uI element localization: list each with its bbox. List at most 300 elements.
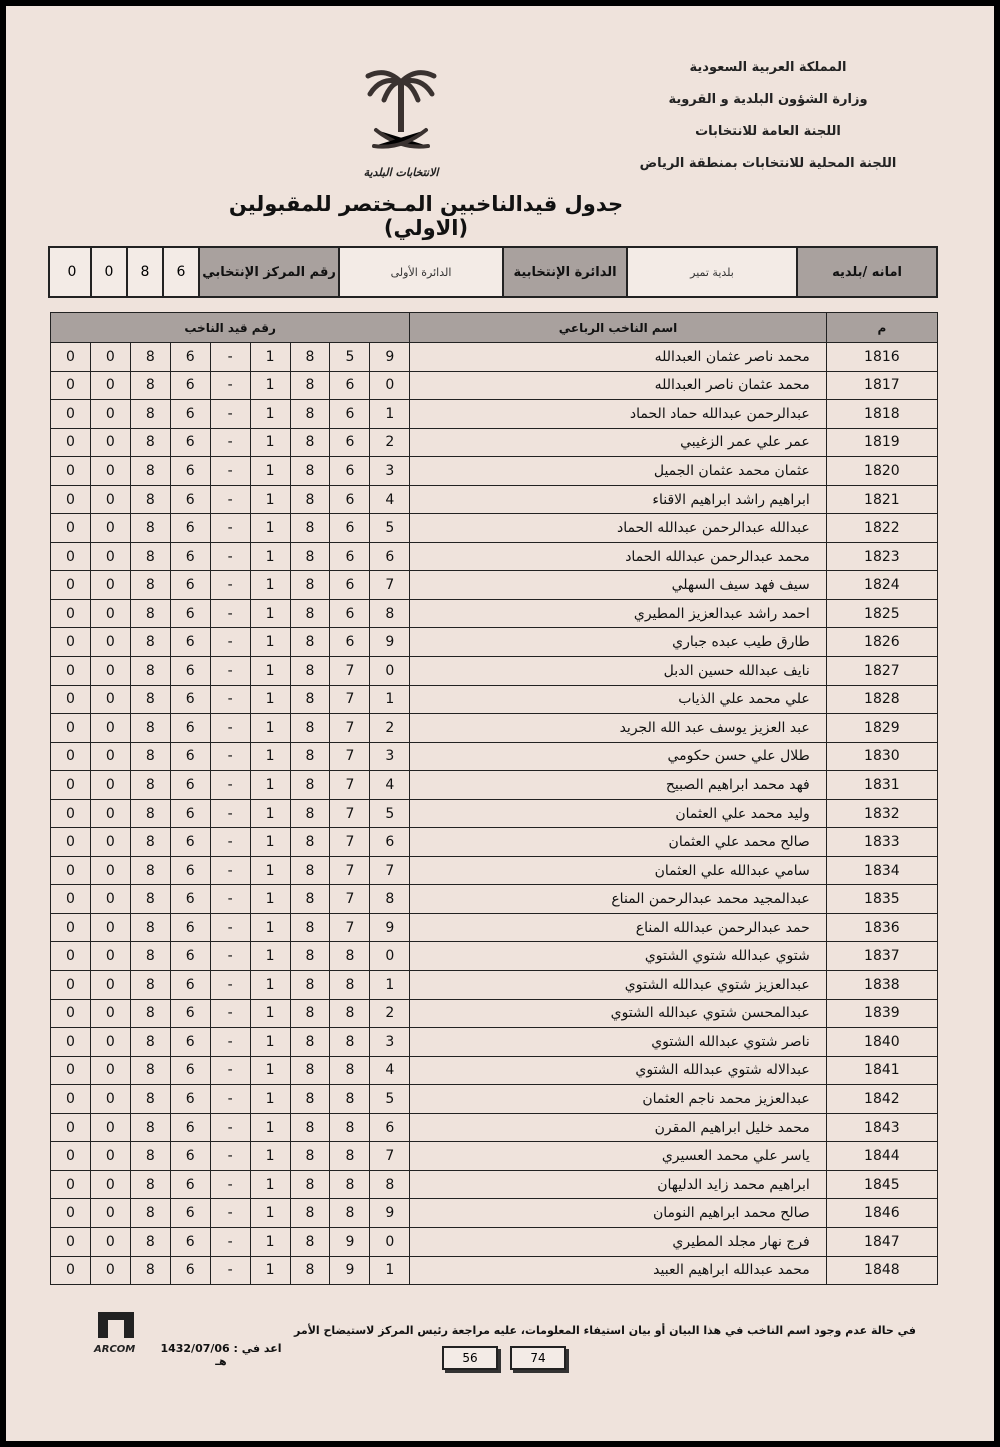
id-digit-cell: - [210, 999, 250, 1028]
id-digit-cell: 8 [290, 999, 330, 1028]
id-digit-cell: 8 [130, 657, 170, 686]
id-digit-cell: - [210, 799, 250, 828]
id-digit-cell: 2 [370, 714, 410, 743]
id-digit-cell: 8 [130, 485, 170, 514]
serial-number-cell: 1842 [826, 1085, 937, 1114]
id-digit-cell: 0 [51, 913, 91, 942]
id-digit-cell: 1 [250, 542, 290, 571]
id-digit-cell: 0 [90, 1227, 130, 1256]
id-digit-cell: 6 [170, 885, 210, 914]
id-digit-cell: 0 [51, 856, 91, 885]
serial-number-cell: 1834 [826, 856, 937, 885]
id-digit-cell: 1 [370, 685, 410, 714]
id-digit-cell: - [210, 657, 250, 686]
id-digit-cell: 6 [170, 457, 210, 486]
serial-number-cell: 1839 [826, 999, 937, 1028]
serial-number-cell: 1820 [826, 457, 937, 486]
id-digit-cell: 0 [51, 799, 91, 828]
id-digit-cell: 0 [90, 1113, 130, 1142]
id-digit-cell: 8 [290, 343, 330, 372]
id-digit-cell: 7 [330, 828, 370, 857]
id-digit-cell: 1 [250, 942, 290, 971]
voter-name-cell: محمد عبدالله ابراهيم العبيد [410, 1256, 826, 1285]
id-digit-cell: 8 [130, 999, 170, 1028]
id-digit-cell: 0 [90, 428, 130, 457]
id-digit-cell: 8 [290, 1142, 330, 1171]
id-digit-cell: 8 [130, 856, 170, 885]
id-digit-cell: 6 [170, 685, 210, 714]
id-digit-cell: 1 [250, 1227, 290, 1256]
id-digit-cell: 1 [250, 1199, 290, 1228]
id-digit-cell: 0 [90, 856, 130, 885]
center-label: رقم المركز الإنتخابي [198, 248, 338, 296]
id-digit-cell: 9 [370, 913, 410, 942]
id-digit-cell: 0 [51, 457, 91, 486]
id-digit-cell: 8 [290, 457, 330, 486]
id-digit-cell: 0 [51, 1028, 91, 1057]
id-digit-cell: 8 [130, 628, 170, 657]
table-row [51, 599, 938, 628]
id-digit-cell: 0 [90, 799, 130, 828]
id-digit-cell: 0 [90, 828, 130, 857]
id-digit-cell: 6 [170, 828, 210, 857]
id-digit-cell: 8 [290, 1028, 330, 1057]
serial-number-cell: 1831 [826, 771, 937, 800]
id-digit-cell: 6 [330, 571, 370, 600]
id-digit-cell: - [210, 571, 250, 600]
id-digit-cell: 1 [250, 1113, 290, 1142]
id-digit-cell: 6 [330, 400, 370, 429]
center-digit: 8 [126, 248, 162, 296]
serial-number-cell: 1843 [826, 1113, 937, 1142]
id-digit-cell: 8 [130, 742, 170, 771]
id-digit-cell: 6 [170, 628, 210, 657]
id-digit-cell: 6 [330, 457, 370, 486]
id-digit-cell: 6 [330, 628, 370, 657]
id-digit-cell: 0 [90, 628, 130, 657]
id-digit-cell: 6 [330, 514, 370, 543]
table-header-row [51, 313, 938, 343]
id-digit-cell: 6 [170, 913, 210, 942]
center-digit: 0 [90, 248, 126, 296]
id-digit-cell: 0 [51, 628, 91, 657]
id-digit-cell: 1 [250, 742, 290, 771]
elections-logo [346, 62, 456, 182]
id-digit-cell: 6 [170, 400, 210, 429]
id-digit-cell: 8 [290, 913, 330, 942]
id-digit-cell: 8 [290, 1227, 330, 1256]
id-digit-cell: 0 [51, 571, 91, 600]
id-digit-cell: 0 [370, 942, 410, 971]
id-digit-cell: 1 [250, 885, 290, 914]
table-row [51, 542, 938, 571]
id-digit-cell: 8 [130, 942, 170, 971]
id-digit-cell: 1 [250, 599, 290, 628]
id-digit-cell: 8 [290, 571, 330, 600]
header-line: المملكة العربية السعودية [689, 60, 847, 75]
id-digit-cell: 2 [370, 999, 410, 1028]
id-digit-cell: 0 [51, 742, 91, 771]
id-digit-cell: 0 [51, 400, 91, 429]
table-row [51, 1256, 938, 1285]
id-digit-cell: - [210, 400, 250, 429]
id-digit-cell: 8 [290, 1113, 330, 1142]
table-row [51, 942, 938, 971]
id-digit-cell: 3 [370, 1028, 410, 1057]
id-digit-cell: 6 [170, 1227, 210, 1256]
id-digit-cell: 1 [250, 771, 290, 800]
id-digit-cell: 0 [90, 457, 130, 486]
id-digit-cell: 0 [90, 971, 130, 1000]
header-line: وزارة الشؤون البلدية و القروية [668, 92, 868, 107]
id-digit-cell: 4 [370, 1056, 410, 1085]
id-digit-cell: 8 [130, 913, 170, 942]
id-digit-cell: 0 [90, 657, 130, 686]
id-digit-cell: 0 [90, 485, 130, 514]
id-digit-cell: 6 [330, 542, 370, 571]
serial-number-cell: 1823 [826, 542, 937, 571]
id-digit-cell: 0 [90, 371, 130, 400]
voter-name-cell: محمد ناصر عثمان العبدالله [410, 343, 826, 372]
id-digit-cell: 0 [90, 1170, 130, 1199]
voter-name-cell: ياسر علي محمد العسيري [410, 1142, 826, 1171]
id-digit-cell: 0 [51, 1256, 91, 1285]
id-digit-cell: - [210, 714, 250, 743]
id-digit-cell: 1 [250, 1028, 290, 1057]
id-digit-cell: 8 [290, 856, 330, 885]
header-line: اللجنة العامة للانتخابات [695, 124, 841, 139]
id-digit-cell: 6 [170, 971, 210, 1000]
id-digit-cell: 6 [170, 485, 210, 514]
id-digit-cell: 6 [370, 828, 410, 857]
serial-number-cell: 1829 [826, 714, 937, 743]
id-digit-cell: 1 [250, 1142, 290, 1171]
id-digit-cell: - [210, 1170, 250, 1199]
id-digit-cell: 0 [370, 371, 410, 400]
table-row [51, 1028, 938, 1057]
voter-name-cell: فهد محمد ابراهيم الصبيح [410, 771, 826, 800]
id-digit-cell: 0 [51, 1199, 91, 1228]
serial-number-cell: 1841 [826, 1056, 937, 1085]
id-digit-cell: 0 [51, 599, 91, 628]
id-digit-cell: 8 [130, 343, 170, 372]
table-row [51, 657, 938, 686]
id-digit-cell: 9 [370, 343, 410, 372]
id-digit-cell: 1 [250, 400, 290, 429]
id-digit-cell: 8 [130, 400, 170, 429]
table-row [51, 885, 938, 914]
id-digit-cell: 2 [370, 428, 410, 457]
id-digit-cell: 0 [51, 343, 91, 372]
id-digit-cell: 3 [370, 742, 410, 771]
id-digit-cell: 6 [170, 856, 210, 885]
center-digit: 0 [67, 264, 77, 280]
id-digit-cell: 6 [170, 599, 210, 628]
id-digit-cell: 6 [170, 1170, 210, 1199]
id-digit-cell: 1 [250, 657, 290, 686]
table-row [51, 799, 938, 828]
id-digit-cell: 0 [90, 1199, 130, 1228]
id-digit-cell: 8 [130, 1113, 170, 1142]
id-digit-cell: 1 [250, 999, 290, 1028]
id-digit-cell: 8 [330, 999, 370, 1028]
id-digit-cell: 5 [330, 343, 370, 372]
serial-number-cell: 1845 [826, 1170, 937, 1199]
id-digit-cell: 8 [370, 885, 410, 914]
id-digit-cell: - [210, 514, 250, 543]
id-digit-cell: 8 [290, 942, 330, 971]
serial-number-cell: 1848 [826, 1256, 937, 1285]
logo-caption: الانتخابات البلدية [363, 166, 439, 179]
id-digit-cell: 9 [370, 1199, 410, 1228]
id-digit-cell: 1 [250, 428, 290, 457]
id-digit-cell: 8 [130, 428, 170, 457]
id-digit-cell: 0 [90, 913, 130, 942]
id-digit-cell: 1 [250, 514, 290, 543]
voter-name-cell: طارق طيب عبده جباري [410, 628, 826, 657]
district-value: الدائرة الأولى [338, 248, 502, 296]
id-digit-cell: 6 [170, 1056, 210, 1085]
serial-number-cell: 1840 [826, 1028, 937, 1057]
id-digit-cell: 8 [290, 885, 330, 914]
id-digit-cell: 1 [250, 1170, 290, 1199]
center-digit: 6 [162, 248, 198, 296]
id-digit-cell: - [210, 942, 250, 971]
id-digit-cell: 8 [290, 428, 330, 457]
id-digit-cell: 6 [170, 942, 210, 971]
id-digit-cell: - [210, 913, 250, 942]
id-digit-cell: 1 [250, 628, 290, 657]
id-digit-cell: 0 [90, 999, 130, 1028]
id-digit-cell: - [210, 457, 250, 486]
table-row [51, 1170, 938, 1199]
serial-number-cell: 1818 [826, 400, 937, 429]
id-digit-cell: 0 [90, 343, 130, 372]
arcom-logo [94, 1310, 150, 1356]
id-digit-cell: 0 [90, 1142, 130, 1171]
id-digit-cell: 6 [330, 485, 370, 514]
id-digit-cell: 7 [370, 571, 410, 600]
id-digit-cell: 0 [90, 571, 130, 600]
voter-name-cell: ابراهيم راشد ابراهيم الاقناء [410, 485, 826, 514]
table-row [51, 371, 938, 400]
id-digit-cell: 0 [51, 1170, 91, 1199]
id-digit-cell: 8 [290, 400, 330, 429]
id-digit-cell: 6 [170, 771, 210, 800]
id-digit-cell: 8 [130, 1142, 170, 1171]
id-digit-cell: 6 [170, 343, 210, 372]
id-digit-cell: 9 [370, 628, 410, 657]
table-row [51, 685, 938, 714]
serial-number-cell: 1847 [826, 1227, 937, 1256]
id-digit-cell: 5 [370, 1085, 410, 1114]
id-digit-cell: - [210, 1056, 250, 1085]
id-digit-cell: 0 [90, 1085, 130, 1114]
serial-number-cell: 1835 [826, 885, 937, 914]
voter-name-cell: عمر علي عمر الزغيبي [410, 428, 826, 457]
id-digit-cell: 0 [51, 999, 91, 1028]
table-row [51, 999, 938, 1028]
id-digit-cell: 8 [130, 828, 170, 857]
id-digit-cell: 8 [330, 1056, 370, 1085]
id-digit-cell: 4 [370, 485, 410, 514]
serial-number-cell: 1826 [826, 628, 937, 657]
serial-number-cell: 1846 [826, 1199, 937, 1228]
id-digit-cell: 8 [290, 657, 330, 686]
id-digit-cell: - [210, 828, 250, 857]
id-digit-cell: 0 [90, 542, 130, 571]
id-digit-cell: 0 [51, 371, 91, 400]
serial-number-cell: 1822 [826, 514, 937, 543]
id-digit-cell: 8 [290, 1199, 330, 1228]
serial-number-cell: 1817 [826, 371, 937, 400]
id-digit-cell: 7 [330, 913, 370, 942]
id-digit-cell: 0 [51, 971, 91, 1000]
id-digit-cell: 1 [370, 400, 410, 429]
id-digit-cell: - [210, 599, 250, 628]
id-digit-cell: 7 [330, 885, 370, 914]
table-row [51, 457, 938, 486]
id-digit-cell: 1 [250, 1085, 290, 1114]
id-digit-cell: 0 [90, 1056, 130, 1085]
palm-swords-icon [346, 62, 456, 162]
id-digit-cell: 8 [130, 542, 170, 571]
serial-number-cell: 1833 [826, 828, 937, 857]
id-digit-cell: 6 [170, 1085, 210, 1114]
id-digit-cell: 6 [370, 1113, 410, 1142]
id-digit-cell: 8 [130, 885, 170, 914]
id-digit-cell: 5 [370, 799, 410, 828]
id-digit-cell: - [210, 742, 250, 771]
id-digit-cell: 0 [51, 771, 91, 800]
id-digit-cell: 6 [170, 1256, 210, 1285]
id-digit-cell: 0 [90, 942, 130, 971]
id-digit-cell: 8 [330, 971, 370, 1000]
id-digit-cell: 6 [170, 1199, 210, 1228]
voter-name-cell: صالح محمد علي العثمان [410, 828, 826, 857]
id-digit-cell: 0 [90, 771, 130, 800]
voter-name-cell: احمد راشد عبدالعزيز المطيري [410, 599, 826, 628]
id-digit-cell: - [210, 1142, 250, 1171]
ministry-header [638, 52, 898, 180]
id-digit-cell: 7 [370, 1142, 410, 1171]
page-title: جدول قيدالناخبين المـختصر للمقبولين (الاولي) [228, 192, 624, 240]
voter-name-cell: محمد خليل ابراهيم المقرن [410, 1113, 826, 1142]
id-digit-cell: 6 [170, 1142, 210, 1171]
table-row [51, 628, 938, 657]
id-digit-cell: - [210, 428, 250, 457]
id-digit-cell: 1 [250, 343, 290, 372]
voter-name-cell: حمد عبدالرحمن عبدالله المناع [410, 913, 826, 942]
id-digit-cell: 8 [130, 1085, 170, 1114]
table-row [51, 400, 938, 429]
id-digit-cell: 8 [290, 371, 330, 400]
serial-number-cell: 1837 [826, 942, 937, 971]
id-digit-cell: 1 [250, 971, 290, 1000]
id-digit-cell: 8 [130, 1028, 170, 1057]
id-digit-cell: 8 [290, 1085, 330, 1114]
document-page [6, 6, 994, 1441]
id-digit-cell: 8 [290, 799, 330, 828]
voter-name-cell: وليد محمد علي العثمان [410, 799, 826, 828]
id-digit-cell: 8 [290, 628, 330, 657]
id-digit-cell: 0 [51, 485, 91, 514]
table-row [51, 714, 938, 743]
id-digit-cell: 0 [51, 514, 91, 543]
id-digit-cell: 8 [290, 971, 330, 1000]
id-digit-cell: 1 [250, 913, 290, 942]
m-column-header: م [826, 313, 937, 343]
voter-name-cell: طلال علي حسن حكومي [410, 742, 826, 771]
table-row [51, 971, 938, 1000]
id-digit-cell: - [210, 971, 250, 1000]
id-digit-cell: - [210, 1199, 250, 1228]
serial-number-cell: 1824 [826, 571, 937, 600]
voter-name-cell: عبدالمجيد محمد عبدالرحمن المناع [410, 885, 826, 914]
id-digit-cell: 8 [330, 1085, 370, 1114]
voter-name-cell: عبدالله عبدالرحمن عبدالله الحماد [410, 514, 826, 543]
id-digit-cell: 8 [130, 599, 170, 628]
id-digit-cell: 0 [90, 1028, 130, 1057]
id-digit-cell: 6 [170, 514, 210, 543]
id-digit-cell: 8 [130, 1170, 170, 1199]
voter-name-cell: نايف عبدالله حسين الدبل [410, 657, 826, 686]
name-column-header: اسم الناخب الرباعي [410, 313, 826, 343]
district-label: الدائرة الإنتخابية [502, 248, 626, 296]
id-digit-cell: - [210, 685, 250, 714]
id-digit-cell: 8 [130, 1056, 170, 1085]
id-digit-cell: 1 [250, 571, 290, 600]
id-digit-cell: 3 [370, 457, 410, 486]
serial-number-cell: 1836 [826, 913, 937, 942]
id-digit-cell: 6 [170, 657, 210, 686]
id-digit-cell: 4 [370, 771, 410, 800]
table-row [51, 828, 938, 857]
id-digit-cell: 8 [130, 514, 170, 543]
id-digit-cell: 0 [51, 1142, 91, 1171]
id-digit-cell: 1 [250, 685, 290, 714]
id-digit-cell: 1 [250, 1056, 290, 1085]
serial-number-cell: 1819 [826, 428, 937, 457]
prepared-date: اعد في : 1432/07/06 هـ [160, 1342, 282, 1368]
voter-name-cell: ناصر شتوي عبدالله الشتوي [410, 1028, 826, 1057]
id-digit-cell: 0 [51, 1056, 91, 1085]
id-digit-cell: 8 [130, 971, 170, 1000]
id-digit-cell: 9 [330, 1227, 370, 1256]
table-row [51, 1113, 938, 1142]
id-digit-cell: 1 [250, 828, 290, 857]
id-digit-cell: 1 [370, 1256, 410, 1285]
id-digit-cell: 6 [330, 371, 370, 400]
id-digit-cell: 0 [370, 1227, 410, 1256]
serial-number-cell: 1832 [826, 799, 937, 828]
table-row [51, 428, 938, 457]
id-digit-cell: 8 [370, 1170, 410, 1199]
id-digit-cell: 6 [170, 1028, 210, 1057]
id-digit-cell: 0 [51, 942, 91, 971]
id-digit-cell: 8 [290, 771, 330, 800]
id-digit-cell: 8 [130, 714, 170, 743]
id-digit-cell: 8 [330, 1028, 370, 1057]
id-digit-cell: - [210, 1085, 250, 1114]
id-digit-cell: 0 [51, 828, 91, 857]
id-digit-cell: 8 [290, 828, 330, 857]
id-digit-cell: 0 [51, 1085, 91, 1114]
footer-note: في حالة عدم وجود اسم الناخب في هذا البيان أو بيان استيفاء المعلومات، عليه مراجعة رئيس المركز لاستيضاح الأمر [294, 1324, 916, 1337]
id-digit-cell: 6 [170, 1113, 210, 1142]
serial-number-cell: 1825 [826, 599, 937, 628]
id-digit-cell: 8 [290, 542, 330, 571]
